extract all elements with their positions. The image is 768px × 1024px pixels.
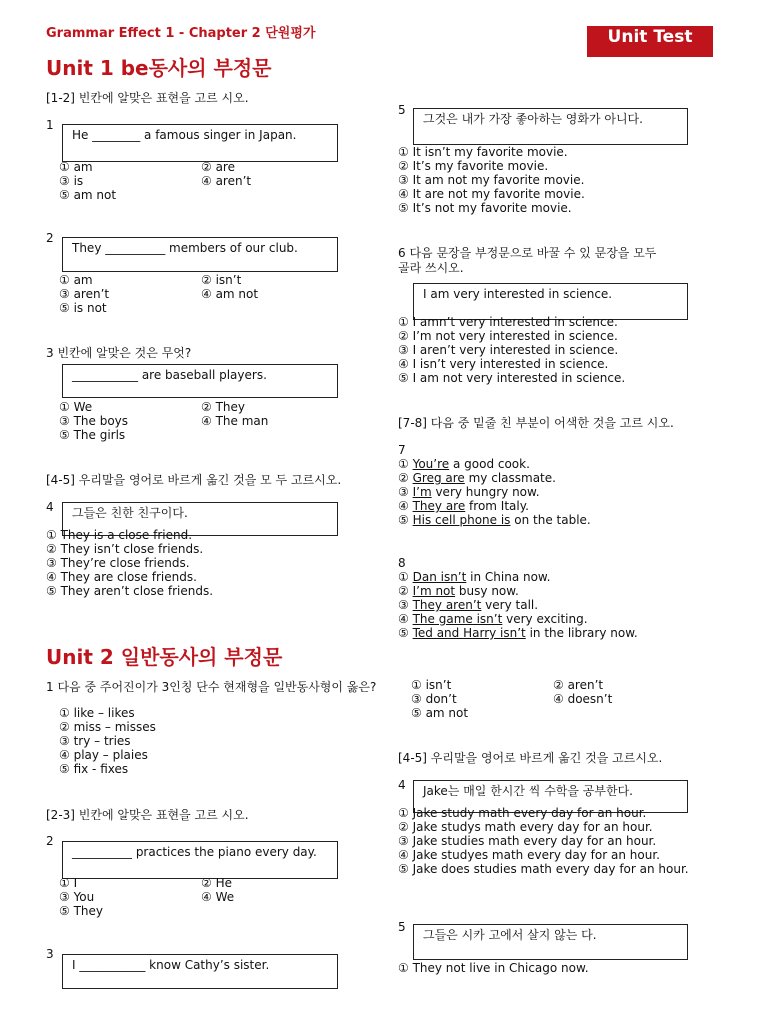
option <box>398 570 550 584</box>
option: ① I <box>59 876 78 890</box>
option: ④ play – plaies <box>59 748 148 762</box>
option: ③ is <box>59 174 84 188</box>
option: ② They isn’t close friends. <box>46 542 204 556</box>
question-number: 2 <box>46 834 54 848</box>
instruction-1-2: [1-2] 빈칸에 알맞은 표현을 고르 시오. <box>46 91 249 105</box>
option: ③ You <box>59 890 95 904</box>
question-number: 7 <box>398 443 406 457</box>
unit1-title: Unit 1 be동사의 부정문 <box>46 56 272 80</box>
question-prompt: 1 다음 중 주어진이가 3인칭 단수 현재형을 일반동사형이 옳은? <box>46 680 377 694</box>
option: ④ aren’t <box>201 174 252 188</box>
option: ③ The boys <box>59 414 129 428</box>
option: ⑤ Jake does studies math every day for an hour. <box>398 862 689 876</box>
unit2-title: Unit 2 일반동사의 부정문 <box>46 645 283 669</box>
instruction-4-5: [4-5] 우리말을 영어로 바르게 옮긴 것을 모 두 고르시오. <box>46 473 342 487</box>
question-box <box>62 124 338 162</box>
option: ③ Jake studies math every day for an hour. <box>398 834 657 848</box>
option: ④ It are not my favorite movie. <box>398 187 585 201</box>
question-box <box>413 924 688 960</box>
document-header: Grammar Effect 1 - Chapter 2 단원평가 <box>46 26 316 41</box>
option <box>398 612 588 626</box>
option: ② It’s my favorite movie. <box>398 159 549 173</box>
option: ① They not live in Chicago now. <box>398 961 589 975</box>
question-number: 5 <box>398 920 406 934</box>
option: ③ aren’t <box>59 287 110 301</box>
underlined-part: Ted and Harry isn’t <box>412 626 526 640</box>
question-number: 4 <box>398 778 406 792</box>
question-number: 8 <box>398 556 406 570</box>
option-rest: very exciting. <box>502 612 588 626</box>
option: ⑤ fix - fixes <box>59 762 129 776</box>
question-text: 그들은 시카 고에서 살지 않는 다. <box>423 928 597 942</box>
option: ⑤ They aren’t close friends. <box>46 584 214 598</box>
option: ① Jake study math every day for an hour. <box>398 806 647 820</box>
question-number: 4 <box>46 500 54 514</box>
underlined-part: His cell phone is <box>412 513 511 527</box>
option-rest: very tall. <box>481 598 539 612</box>
question-text: He ________ a famous singer in Japan. <box>72 128 297 142</box>
option-marker: ⑤ <box>398 513 409 527</box>
option: ① We <box>59 400 93 414</box>
underlined-part: Dan isn’t <box>412 570 467 584</box>
option: ③ They’re close friends. <box>46 556 190 570</box>
option: ① am <box>59 273 93 287</box>
option <box>398 471 556 485</box>
option: ④ The man <box>201 414 269 428</box>
question-number: 3 <box>46 947 54 961</box>
option: ② I’m not very interested in science. <box>398 329 618 343</box>
option: ③ don’t <box>411 692 457 706</box>
option: ⑤ It’s not my favorite movie. <box>398 201 572 215</box>
question-text: 그들은 친한 친구이다. <box>72 506 188 520</box>
instruction-4-5: [4-5] 우리말을 영어로 바르게 옮긴 것을 고르시오. <box>398 751 663 765</box>
question-text: 그것은 내가 가장 좋아하는 영화가 아니다. <box>423 112 643 126</box>
question-box <box>62 237 338 272</box>
option-marker: ① <box>398 457 409 471</box>
option: ⑤ am not <box>59 188 117 202</box>
option: ① I amn’t very interested in science. <box>398 315 618 329</box>
option: ② Jake studys math every day for an hour. <box>398 820 653 834</box>
option: ④ We <box>201 890 235 904</box>
question-number: 2 <box>46 231 54 245</box>
underlined-part: The game isn’t <box>412 612 503 626</box>
underlined-part: They aren’t <box>412 598 482 612</box>
option <box>398 584 519 598</box>
option-rest: very hungry now. <box>431 485 540 499</box>
question-text: I am very interested in science. <box>423 287 613 301</box>
option: ⑤ I am not very interested in science. <box>398 371 626 385</box>
question-number: 1 <box>46 118 54 132</box>
underlined-part: You’re <box>412 457 450 471</box>
question-prompt: 6 다음 문장을 부정문으로 바꿀 수 있 문장을 모두 <box>398 246 657 260</box>
option: ① They is a close friend. <box>46 528 193 542</box>
option: ② They <box>201 400 245 414</box>
option-rest: my classmate. <box>464 471 556 485</box>
underlined-part: I’m not <box>412 584 456 598</box>
option: ⑤ They <box>59 904 103 918</box>
question-prompt-cont: 골라 쓰시오. <box>398 261 464 275</box>
option-rest: in the library now. <box>525 626 638 640</box>
option-marker: ② <box>398 584 409 598</box>
question-number: 5 <box>398 103 406 117</box>
question-box <box>413 108 688 145</box>
option-marker: ④ <box>398 612 409 626</box>
underlined-part: I’m <box>412 485 432 499</box>
option-rest: in China now. <box>466 570 551 584</box>
question-text: __________ practices the piano every day. <box>72 845 317 859</box>
option <box>398 485 540 499</box>
option: ⑤ am not <box>411 706 469 720</box>
question-box <box>62 954 338 989</box>
option-rest: busy now. <box>455 584 519 598</box>
question-box <box>62 364 338 398</box>
question-text: They __________ members of our club. <box>72 241 298 255</box>
option: ① like – likes <box>59 706 135 720</box>
instruction-7-8: [7-8] 다음 중 밑줄 친 부분이 어색한 것을 고르 시오. <box>398 416 674 430</box>
option <box>398 457 530 471</box>
option: ② He <box>201 876 232 890</box>
option: ④ Jake studyes math every day for an hour. <box>398 848 660 862</box>
option: ④ doesn’t <box>553 692 613 706</box>
option-marker: ④ <box>398 499 409 513</box>
question-prompt: 3 빈칸에 알맞은 것은 무엇? <box>46 346 192 360</box>
option: ⑤ is not <box>59 301 107 315</box>
option: ③ I aren’t very interested in science. <box>398 343 619 357</box>
option: ③ try – tries <box>59 734 131 748</box>
option: ② are <box>201 160 235 174</box>
question-box <box>62 841 338 879</box>
option: ① isn’t <box>411 678 452 692</box>
option-marker: ② <box>398 471 409 485</box>
option-marker: ⑤ <box>398 626 409 640</box>
option-marker: ③ <box>398 598 409 612</box>
option: ③ It am not my favorite movie. <box>398 173 585 187</box>
option <box>398 626 638 640</box>
option: ⑤ The girls <box>59 428 126 442</box>
option <box>398 499 529 513</box>
option-rest: a good cook. <box>449 457 530 471</box>
underlined-part: They are <box>412 499 466 513</box>
question-text: ___________ are baseball players. <box>72 368 267 382</box>
option-marker: ③ <box>398 485 409 499</box>
option <box>398 513 591 527</box>
underlined-part: Greg are <box>412 471 465 485</box>
option-rest: on the table. <box>510 513 591 527</box>
option-marker: ① <box>398 570 409 584</box>
question-text: I ___________ know Cathy’s sister. <box>72 958 270 972</box>
option: ① am <box>59 160 93 174</box>
option: ② isn’t <box>201 273 242 287</box>
option <box>398 598 538 612</box>
option: ④ am not <box>201 287 259 301</box>
option: ④ I isn’t very interested in science. <box>398 357 609 371</box>
question-text: Jake는 매일 한시간 씩 수학을 공부한다. <box>423 784 633 798</box>
option: ① It isn’t my favorite movie. <box>398 145 568 159</box>
option-rest: from Italy. <box>465 499 529 513</box>
option: ② miss – misses <box>59 720 156 734</box>
unit-test-badge: Unit Test <box>587 26 713 57</box>
option: ④ They are close friends. <box>46 570 197 584</box>
option: ② aren’t <box>553 678 604 692</box>
instruction-2-3: [2-3] 빈칸에 알맞은 표현을 고르 시오. <box>46 808 249 822</box>
